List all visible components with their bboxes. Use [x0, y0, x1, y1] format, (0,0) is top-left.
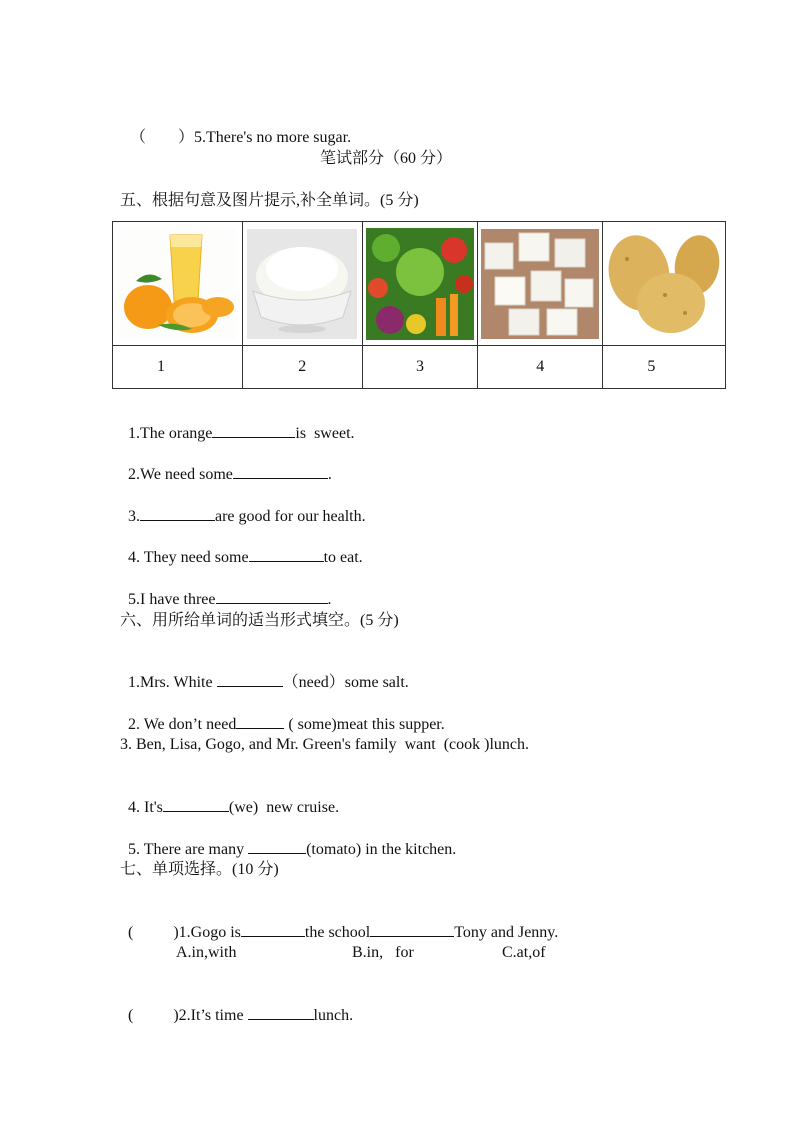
question-text: (we) new cruise. — [228, 799, 340, 816]
picture-number: 1 — [113, 346, 243, 389]
question-text: is sweet. — [295, 425, 355, 442]
question-item — [120, 444, 332, 485]
answer-blank[interactable] — [248, 839, 306, 854]
answer-blank[interactable] — [233, 464, 328, 479]
answer-parentheses[interactable]: ( ) — [128, 1007, 179, 1024]
question-text: 2.It’s time — [178, 1007, 248, 1024]
answer-parentheses[interactable]: （ ） — [130, 129, 195, 146]
answer-blank[interactable] — [236, 714, 284, 729]
answer-blank[interactable] — [140, 506, 215, 521]
question-text: 1.The orange — [128, 425, 213, 442]
section-heading: 六、用所给单词的适当形式填空。(5 分) — [120, 612, 399, 629]
option-a[interactable]: A.in,with — [176, 944, 237, 961]
question-text: to eat. — [323, 549, 363, 566]
section-heading: 五、根据句意及图片提示,补全单词。(5 分) — [120, 192, 419, 209]
question-text: （need）some salt. — [282, 674, 409, 691]
picture-cell — [362, 222, 477, 346]
picture-number: 2 — [242, 346, 362, 389]
answer-blank[interactable] — [212, 423, 295, 438]
question-text: are good for our health. — [215, 508, 366, 525]
potatoes-image — [605, 229, 723, 339]
vegetables-image — [366, 228, 474, 340]
question-text: 4. It's — [128, 799, 163, 816]
picture-number: 3 — [362, 346, 477, 389]
picture-number: 4 — [478, 346, 603, 389]
question-text: the school — [304, 924, 371, 941]
question-item — [120, 694, 445, 735]
question-text: 2. We don’t need — [128, 716, 237, 733]
written-part-title: 笔试部分（60 分） — [320, 150, 453, 167]
option-b[interactable]: B.in, for — [352, 944, 414, 961]
section-heading: 七、单项选择。(10 分) — [120, 861, 279, 878]
picture-cell — [113, 222, 243, 346]
question-text: (tomato) in the kitchen. — [306, 841, 457, 858]
picture-cell — [242, 222, 362, 346]
picture-cell — [603, 222, 726, 346]
question-item — [120, 486, 366, 527]
answer-blank[interactable] — [248, 1005, 314, 1020]
question-text: ( some)meat this supper. — [284, 716, 445, 733]
rice-bowl-image — [247, 229, 357, 339]
question-item — [120, 403, 355, 444]
answer-parentheses[interactable]: ( ) — [128, 924, 179, 941]
question-item — [122, 108, 351, 148]
tofu-image — [481, 229, 599, 339]
question-text: lunch. — [313, 1007, 354, 1024]
question-text: 5.I have three — [128, 591, 216, 608]
question-text: . — [327, 591, 332, 608]
question-item — [120, 777, 339, 818]
question-item — [120, 652, 409, 693]
question-text: 2.We need some — [128, 466, 233, 483]
question-text: 3. — [128, 508, 140, 525]
question-text: 5. There are many — [128, 841, 249, 858]
question-item — [120, 527, 363, 568]
answer-blank[interactable] — [163, 797, 229, 812]
answer-blank[interactable] — [216, 589, 328, 604]
question-text: 1.Gogo is — [178, 924, 241, 941]
orange-juice-image — [118, 229, 236, 339]
question-text: . — [327, 466, 332, 483]
picture-number: 5 — [603, 346, 726, 389]
option-c[interactable]: C.at,of — [502, 944, 546, 961]
question-text: 4. They need some — [128, 549, 249, 566]
question-item — [120, 902, 558, 943]
answer-blank[interactable] — [370, 922, 454, 937]
question-text: 1.Mrs. White — [128, 674, 217, 691]
question-item: 3. Ben, Lisa, Gogo, and Mr. Green's family want (cook )lunch. — [120, 736, 530, 753]
question-text: 5.There's no more sugar. — [194, 129, 352, 146]
picture-cell — [478, 222, 603, 346]
picture-table — [112, 221, 726, 389]
question-item — [120, 569, 332, 610]
question-text: Tony and Jenny. — [454, 924, 559, 941]
answer-blank[interactable] — [249, 547, 324, 562]
answer-blank[interactable] — [217, 672, 283, 687]
question-item — [120, 985, 353, 1026]
answer-blank[interactable] — [241, 922, 305, 937]
question-item — [120, 819, 456, 860]
